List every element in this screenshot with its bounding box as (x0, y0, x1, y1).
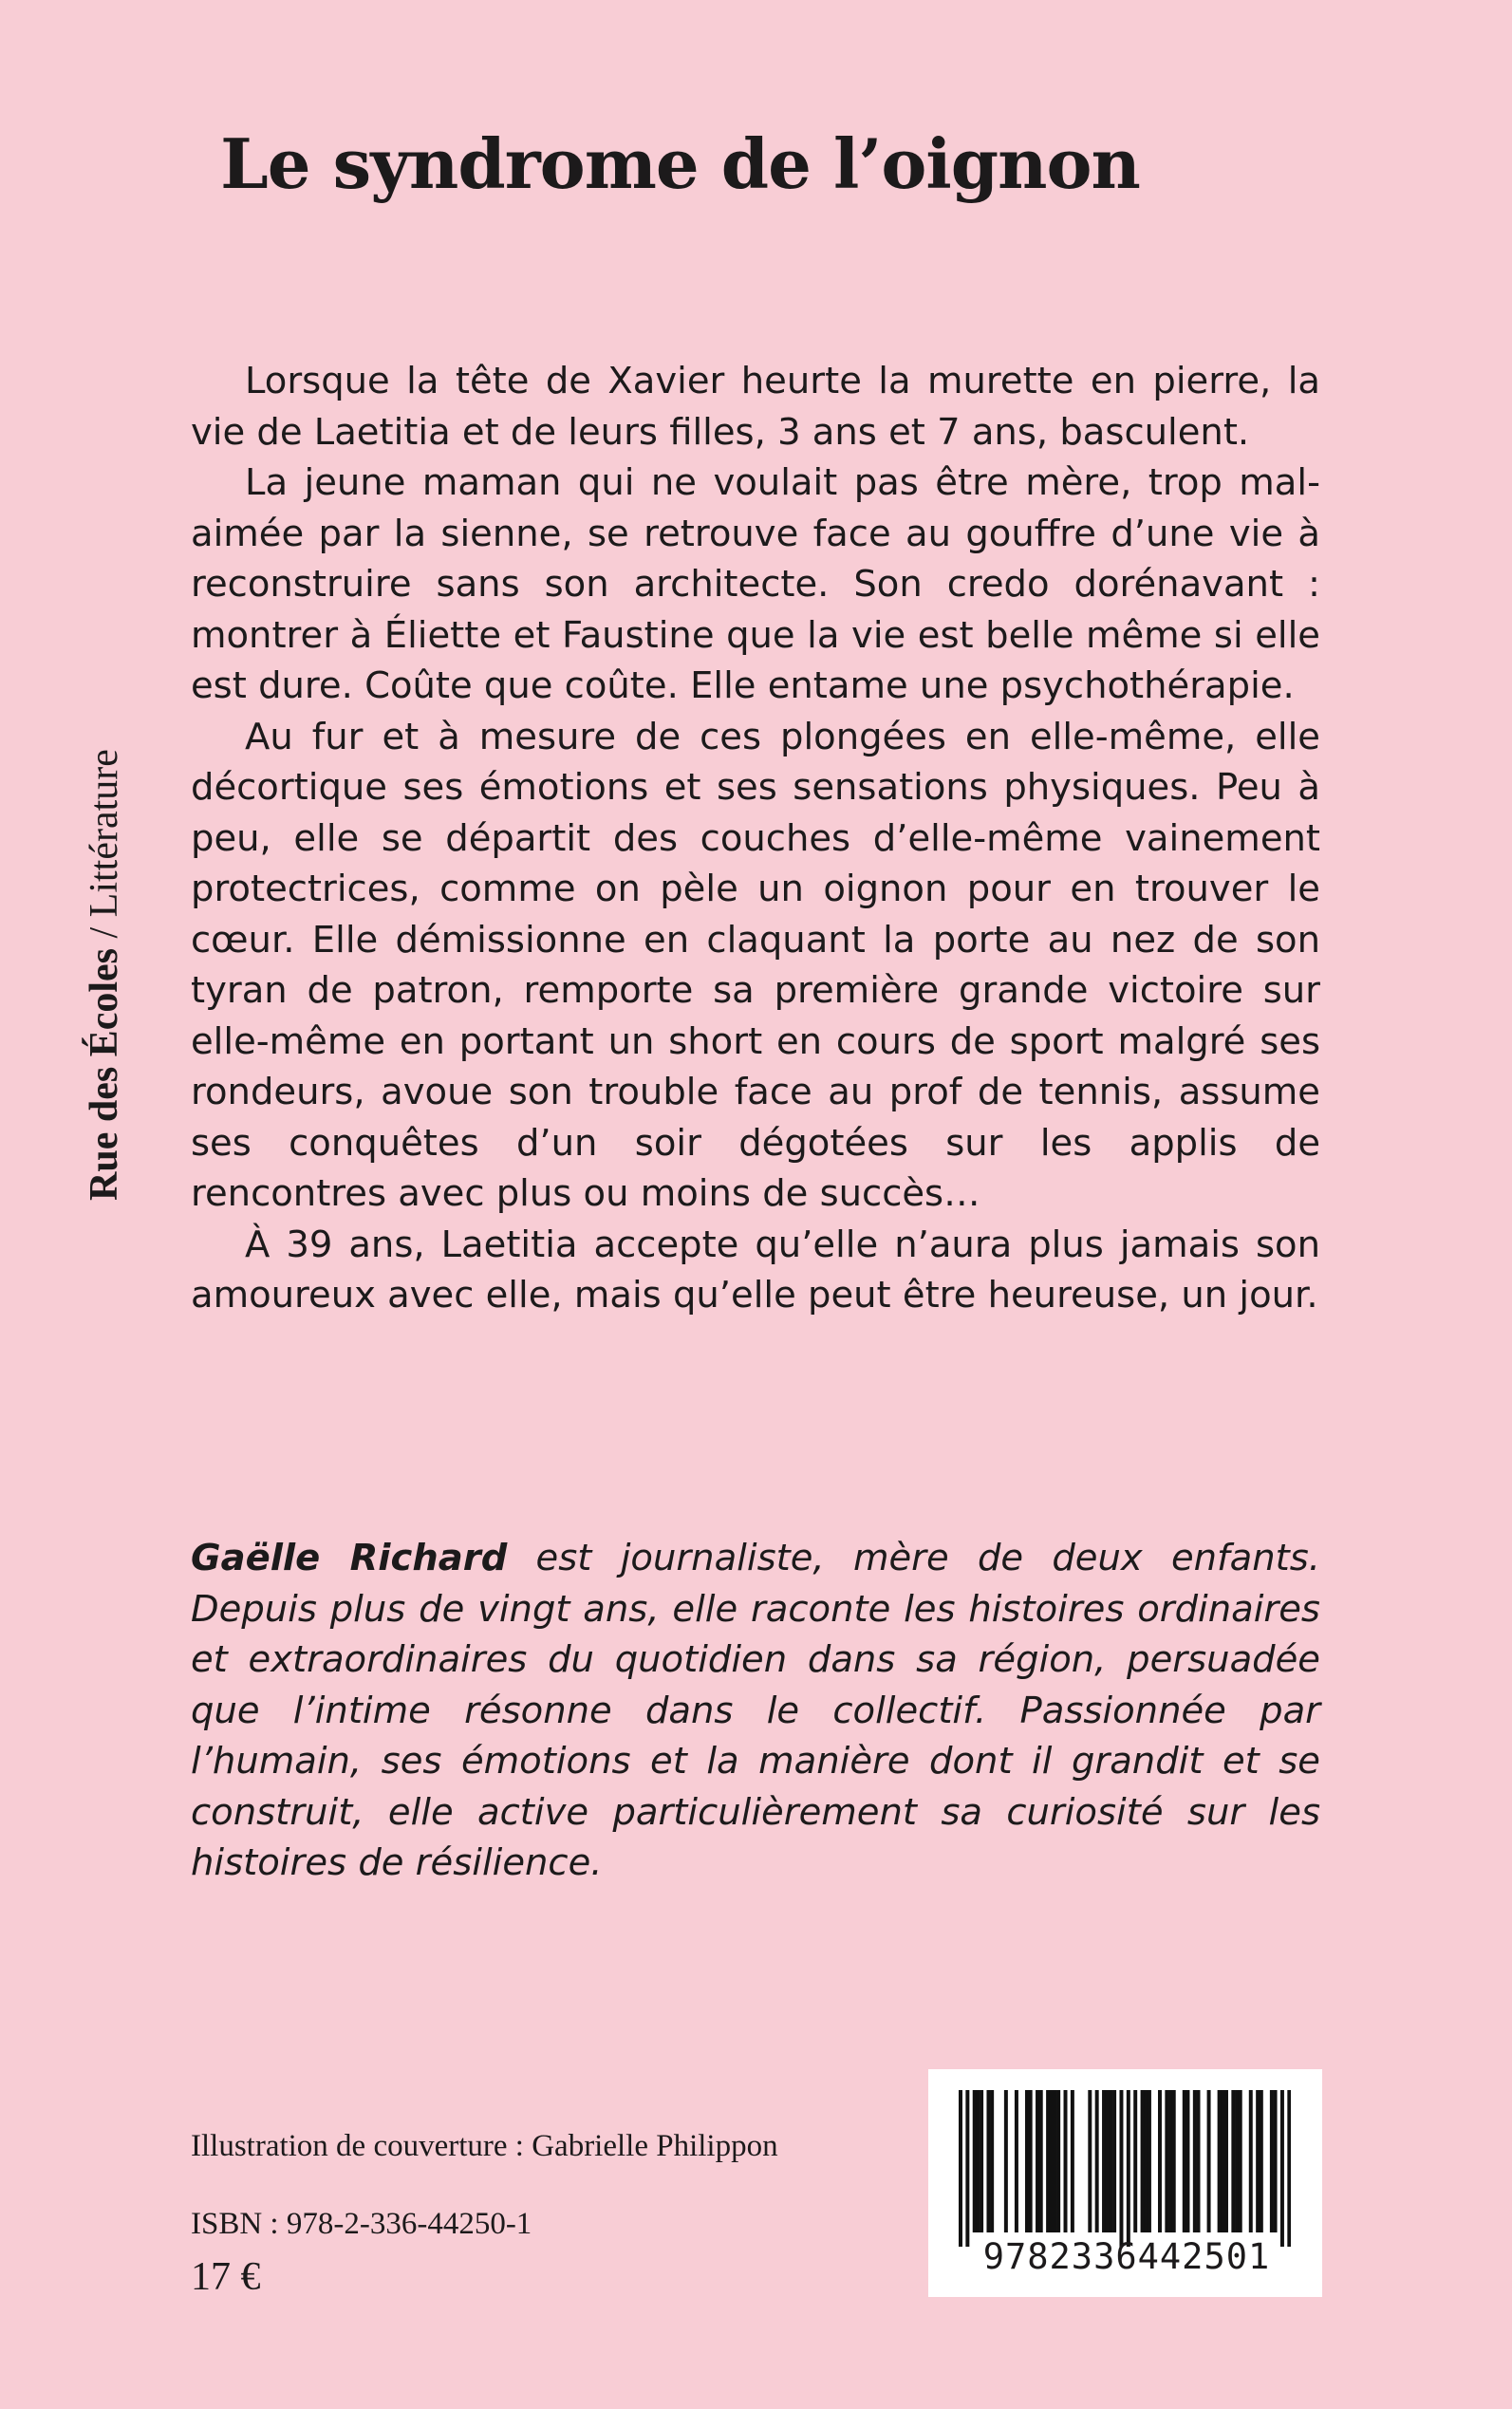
barcode-bar (1029, 2090, 1033, 2232)
barcode (928, 2069, 1322, 2297)
barcode-bar (1260, 2090, 1263, 2232)
barcode-bar (1071, 2090, 1074, 2232)
barcode-bar (959, 2090, 962, 2247)
collection-name: Rue des Écoles (83, 948, 126, 1201)
barcode-bar (1015, 2090, 1018, 2232)
barcode-bar (1221, 2090, 1224, 2232)
barcode-bar (1231, 2090, 1235, 2232)
barcode-bar (1004, 2090, 1008, 2232)
barcode-bar (1270, 2090, 1274, 2232)
barcode-bar (1025, 2090, 1029, 2232)
barcode-bar (1197, 2090, 1201, 2232)
barcode-bar (1050, 2090, 1054, 2232)
barcode-bar (1249, 2090, 1253, 2232)
barcode-bar (1224, 2090, 1228, 2232)
barcode-bar (1039, 2090, 1043, 2232)
author-bio-text: est journaliste, mère de deux enfants. Depuis plus de vingt ans, elle raconte les histoires ordinaires et extraordinaires du quotidien dans sa région, persuadée que l’intime résonne dans le collectif. Passionnée par l’humain, ses émotions et la manière dont il grandit et se construit, elle active particulièrement sa curiosité sur les histoires de résilience. (191, 1537, 1320, 1884)
barcode-bar (1235, 2090, 1239, 2232)
barcode-bar (1207, 2090, 1211, 2232)
barcode-bar (1119, 2090, 1123, 2247)
isbn: ISBN : 978-2-336-44250-1 (191, 2207, 532, 2241)
author-name: Gaëlle Richard (191, 1537, 508, 1579)
barcode-bar (1109, 2090, 1112, 2232)
barcode-bar (1112, 2090, 1116, 2232)
summary-paragraph: À 39 ans, Laetitia accepte qu’elle n’aura plus jamais son amoureux avec elle, mais qu’elle peut être heureuse, un jour. (191, 1223, 1320, 1317)
barcode-bar (1088, 2090, 1092, 2232)
barcode-bar (1256, 2090, 1260, 2232)
barcode-bar (965, 2090, 969, 2247)
illustration-credit: Illustration de couverture : Gabrielle Philippon (191, 2129, 778, 2163)
barcode-bar (1168, 2090, 1172, 2232)
barcode-bar (1239, 2090, 1242, 2232)
barcode-bar (986, 2090, 990, 2232)
summary-paragraph: Lorsque la tête de Xavier heurte la murette en pierre, la vie de Laetitia et de leurs filles, 3 ans et 7 ans, basculent. (191, 360, 1320, 454)
barcode-bar (1056, 2090, 1060, 2232)
barcode-bar (1127, 2090, 1130, 2247)
barcode-bars (959, 2090, 1291, 2247)
spine-label (76, 669, 133, 1201)
summary-paragraph: La jeune maman qui ne voulait pas être mère, trop mal-aimée par la sienne, se retrouve face au gouffre d’une vie à reconstruire sans son architecte. Son credo dorénavant : montrer à Éliette et Faustine que la vie est belle même si elle est dure. Coûte que coûte. Elle entame une psychothérapie. (191, 461, 1320, 707)
genre-name: Littérature (83, 749, 126, 918)
barcode-bar (1218, 2090, 1222, 2232)
barcode-bar (1193, 2090, 1197, 2232)
barcode-bar (1046, 2090, 1050, 2232)
barcode-bar (1106, 2090, 1110, 2232)
summary (191, 356, 1320, 1321)
spine-separator: / (83, 917, 126, 948)
barcode-bar (1064, 2090, 1068, 2232)
barcode-bar (973, 2090, 977, 2232)
barcode-bar (1102, 2090, 1106, 2232)
barcode-bar (1144, 2090, 1148, 2232)
barcode-bar (1141, 2090, 1145, 2232)
price: 17 € (191, 2255, 261, 2299)
barcode-bar (1287, 2090, 1291, 2247)
barcode-bar (976, 2090, 980, 2232)
barcode-bar (1183, 2090, 1186, 2232)
barcode-bar (1165, 2090, 1168, 2232)
barcode-bar (1185, 2090, 1189, 2232)
barcode-digits: 9782336442501 (982, 2236, 1271, 2277)
barcode-bar (1036, 2090, 1039, 2232)
barcode-bar (1053, 2090, 1056, 2232)
barcode-bar (990, 2090, 994, 2232)
barcode-bar (1158, 2090, 1162, 2232)
barcode-bar (980, 2090, 983, 2232)
barcode-bar (1274, 2090, 1278, 2232)
barcode-bar (1095, 2090, 1099, 2232)
barcode-bar (1172, 2090, 1176, 2232)
barcode-bar (1280, 2090, 1284, 2247)
barcode-bar (1133, 2090, 1137, 2232)
summary-paragraph: Au fur et à mesure de ces plongées en elle-même, elle décortique ses émotions et ses sensations physiques. Peu à peu, elle se départit des couches d’elle-même vainement protectrices, comme on pèle un oignon pour en trouver le cœur. Elle démissionne en claquant la porte au nez de son tyran de patron, remporte sa première grande victoire sur elle-même en portant un short en cours de sport malgré ses rondeurs, avoue son trouble face au prof de tennis, assume ses conquêtes d’un soir dégotées sur les applis de rencontres avec plus ou moins de succès… (191, 715, 1320, 1215)
barcode-bar (1148, 2090, 1151, 2232)
book-title: Le syndrome de l’oignon (220, 123, 1140, 204)
author-bio (191, 1533, 1320, 1889)
